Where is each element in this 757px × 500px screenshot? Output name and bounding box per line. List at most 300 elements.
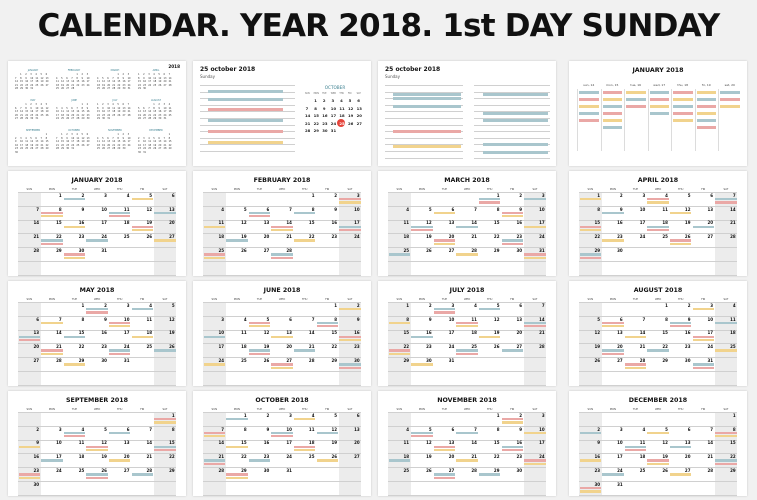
day-number[interactable]: 19 bbox=[263, 344, 270, 350]
event-bar[interactable] bbox=[339, 336, 360, 338]
day-number[interactable]: 8 bbox=[496, 206, 500, 212]
day-number[interactable]: 21 bbox=[56, 344, 62, 350]
mini-day[interactable]: 11 bbox=[339, 105, 345, 111]
day-number[interactable]: 23 bbox=[78, 234, 85, 240]
day-number[interactable]: 15 bbox=[403, 330, 410, 336]
event-bar[interactable] bbox=[673, 105, 693, 108]
day-number[interactable]: 1 bbox=[406, 302, 410, 308]
day-number[interactable]: 3 bbox=[619, 426, 623, 432]
event-bar[interactable] bbox=[204, 435, 225, 437]
event-bar[interactable] bbox=[132, 198, 153, 200]
day-number[interactable]: 25 bbox=[639, 468, 646, 473]
event-bar[interactable] bbox=[715, 349, 736, 351]
event-bar[interactable] bbox=[41, 322, 62, 324]
day-number[interactable]: 27 bbox=[169, 234, 175, 240]
event-bar[interactable] bbox=[109, 432, 130, 434]
day-number[interactable]: 13 bbox=[516, 316, 523, 322]
day-number[interactable]: 11 bbox=[78, 440, 85, 446]
day-number[interactable]: 2 bbox=[428, 302, 432, 308]
event-bar[interactable] bbox=[294, 212, 315, 214]
day-number[interactable]: 10 bbox=[617, 440, 623, 446]
day-number[interactable]: 29 bbox=[78, 358, 85, 363]
day-number[interactable]: 29 bbox=[56, 248, 62, 253]
day-number[interactable]: 11 bbox=[662, 206, 668, 212]
event-bar[interactable] bbox=[389, 253, 410, 255]
day-number[interactable]: 20 bbox=[707, 220, 714, 226]
day-number[interactable]: 1 bbox=[58, 192, 62, 198]
day-number[interactable]: 26 bbox=[493, 344, 500, 350]
day-number[interactable]: 7 bbox=[732, 192, 736, 198]
day-number[interactable]: 15 bbox=[730, 440, 736, 446]
day-number[interactable]: 15 bbox=[331, 330, 338, 336]
day-number[interactable]: 6 bbox=[36, 316, 40, 322]
month-card[interactable] bbox=[378, 391, 556, 496]
day-number[interactable]: 27 bbox=[684, 468, 691, 473]
event-bar[interactable] bbox=[434, 449, 455, 451]
event-bar[interactable] bbox=[64, 435, 85, 437]
day-number[interactable]: 24 bbox=[286, 454, 292, 460]
day-number[interactable]: 30 bbox=[78, 248, 85, 253]
day-number[interactable]: 6 bbox=[451, 426, 455, 432]
event-bar[interactable] bbox=[271, 367, 292, 369]
event-bar[interactable] bbox=[64, 226, 85, 228]
event-bar[interactable] bbox=[86, 308, 107, 310]
day-number[interactable]: 25 bbox=[403, 248, 410, 253]
month-card[interactable] bbox=[378, 281, 556, 386]
day-number[interactable]: 28 bbox=[308, 358, 315, 363]
day-number[interactable]: 24 bbox=[448, 344, 455, 350]
event-bar[interactable] bbox=[673, 119, 693, 122]
day-number[interactable]: 10 bbox=[286, 426, 292, 432]
day-number[interactable]: 4 bbox=[149, 302, 153, 308]
event-bar[interactable] bbox=[109, 212, 130, 214]
day-number[interactable]: 25 bbox=[308, 454, 315, 460]
day-number[interactable]: 1 bbox=[81, 302, 85, 308]
day-number[interactable]: 12 bbox=[684, 206, 691, 212]
day-number[interactable]: 7 bbox=[642, 316, 646, 322]
event-bar[interactable] bbox=[86, 239, 107, 241]
day-number[interactable]: 21 bbox=[146, 454, 153, 460]
day-number[interactable]: 12 bbox=[426, 440, 432, 446]
day-number[interactable]: 22 bbox=[331, 344, 338, 350]
day-number[interactable]: 5 bbox=[428, 426, 432, 432]
day-number[interactable]: 21 bbox=[707, 454, 714, 460]
day-number[interactable]: 7 bbox=[474, 426, 477, 432]
day-number[interactable]: 13 bbox=[448, 440, 455, 446]
day-number[interactable]: 30 bbox=[594, 481, 601, 487]
day-number[interactable]: 14 bbox=[218, 440, 225, 446]
day-number[interactable]: 22 bbox=[730, 454, 736, 460]
event-bar[interactable] bbox=[389, 349, 410, 351]
day-number[interactable]: 9 bbox=[81, 206, 85, 212]
day-number[interactable]: 6 bbox=[356, 412, 360, 418]
day-number[interactable]: 20 bbox=[617, 344, 623, 350]
day-number[interactable]: 25 bbox=[662, 234, 668, 240]
event-bar[interactable] bbox=[86, 449, 107, 451]
event-bar[interactable] bbox=[579, 112, 599, 115]
event-bar[interactable] bbox=[204, 253, 225, 255]
day-number[interactable]: 14 bbox=[639, 330, 646, 336]
event-bar[interactable] bbox=[603, 105, 623, 108]
day-number[interactable]: 16 bbox=[516, 220, 523, 226]
event-bar[interactable] bbox=[393, 145, 461, 148]
event-bar[interactable] bbox=[271, 435, 292, 437]
day-number[interactable]: 30 bbox=[684, 358, 691, 363]
event-bar[interactable] bbox=[86, 446, 107, 448]
day-number[interactable]: 4 bbox=[311, 412, 315, 418]
mini-day[interactable]: 12 bbox=[348, 105, 354, 111]
event-bar[interactable] bbox=[41, 239, 62, 241]
mini-day[interactable]: 20 bbox=[356, 113, 362, 119]
day-number[interactable]: 2 bbox=[519, 412, 523, 418]
day-number[interactable]: 21 bbox=[308, 344, 315, 350]
month-card[interactable] bbox=[378, 171, 556, 276]
day-number[interactable]: 29 bbox=[331, 358, 338, 363]
day-number[interactable]: 5 bbox=[171, 302, 175, 308]
day-number[interactable]: 3 bbox=[221, 316, 225, 322]
day-number[interactable]: 10 bbox=[218, 330, 225, 336]
day-number[interactable]: 16 bbox=[426, 330, 432, 336]
event-bar[interactable] bbox=[294, 239, 315, 241]
event-bar[interactable] bbox=[483, 151, 548, 154]
day-number[interactable]: 5 bbox=[149, 192, 153, 198]
day-number[interactable]: 7 bbox=[710, 426, 714, 432]
day-number[interactable]: 19 bbox=[241, 234, 247, 240]
day-number[interactable]: 16 bbox=[617, 220, 623, 226]
day-number[interactable]: 8 bbox=[334, 316, 338, 322]
event-bar[interactable] bbox=[456, 353, 477, 355]
day-number[interactable]: 11 bbox=[308, 426, 315, 432]
mini-day[interactable]: 6 bbox=[357, 98, 360, 103]
event-bar[interactable] bbox=[389, 322, 410, 324]
day-number[interactable]: 7 bbox=[311, 316, 315, 322]
day-number[interactable]: 13 bbox=[263, 220, 270, 226]
mini-day[interactable]: 24 bbox=[330, 120, 337, 126]
event-bar[interactable] bbox=[502, 449, 523, 451]
day-number[interactable]: 7 bbox=[36, 206, 40, 212]
event-bar[interactable] bbox=[697, 119, 717, 122]
event-bar[interactable] bbox=[339, 226, 360, 228]
mini-day[interactable]: 4 bbox=[340, 98, 343, 103]
day-number[interactable]: 22 bbox=[493, 234, 500, 240]
day-number[interactable]: 5 bbox=[243, 206, 247, 212]
event-bar[interactable] bbox=[625, 446, 646, 448]
day-number[interactable]: 31 bbox=[286, 468, 292, 473]
day-number[interactable]: 16 bbox=[516, 440, 523, 446]
mini-day[interactable]: 19 bbox=[348, 113, 354, 119]
event-bar[interactable] bbox=[602, 322, 623, 324]
day-number[interactable]: 7 bbox=[289, 206, 292, 212]
day-number[interactable]: 14 bbox=[146, 440, 153, 446]
event-bar[interactable] bbox=[109, 325, 130, 327]
day-number[interactable]: 29 bbox=[594, 248, 601, 253]
event-bar[interactable] bbox=[670, 322, 691, 324]
day-number[interactable]: 17 bbox=[707, 330, 714, 336]
event-bar[interactable] bbox=[208, 90, 283, 93]
day-number[interactable]: 31 bbox=[448, 358, 455, 363]
day-number[interactable]: 12 bbox=[331, 426, 338, 432]
event-bar[interactable] bbox=[625, 363, 646, 365]
day-number[interactable]: 26 bbox=[241, 248, 247, 253]
day-number[interactable]: 30 bbox=[516, 468, 523, 473]
day-number[interactable]: 11 bbox=[241, 330, 247, 336]
day-number[interactable]: 19 bbox=[331, 440, 338, 446]
event-bar[interactable] bbox=[626, 91, 646, 94]
day-number[interactable]: 18 bbox=[218, 234, 225, 240]
event-bar[interactable] bbox=[271, 253, 292, 255]
day-number[interactable]: 16 bbox=[594, 454, 601, 460]
event-bar[interactable] bbox=[204, 257, 225, 259]
day-number[interactable]: 3 bbox=[710, 302, 714, 308]
day-number[interactable]: 10 bbox=[639, 206, 646, 212]
day-number[interactable]: 18 bbox=[730, 330, 736, 336]
event-bar[interactable] bbox=[456, 253, 477, 255]
event-bar[interactable] bbox=[650, 98, 670, 101]
event-bar[interactable] bbox=[697, 126, 717, 129]
event-bar[interactable] bbox=[132, 229, 153, 231]
day-number[interactable]: 18 bbox=[403, 454, 410, 460]
month-card[interactable] bbox=[193, 171, 371, 276]
event-bar[interactable] bbox=[479, 198, 500, 200]
day-number[interactable]: 26 bbox=[594, 358, 601, 363]
day-number[interactable]: 3 bbox=[451, 302, 455, 308]
event-bar[interactable] bbox=[249, 353, 270, 355]
event-bar[interactable] bbox=[339, 339, 360, 341]
event-bar[interactable] bbox=[720, 98, 740, 101]
day-number[interactable]: 10 bbox=[56, 440, 62, 446]
event-bar[interactable] bbox=[271, 432, 292, 434]
event-bar[interactable] bbox=[580, 459, 601, 461]
day-number[interactable]: 21 bbox=[730, 220, 736, 226]
event-bar[interactable] bbox=[602, 349, 623, 351]
day-number[interactable]: 18 bbox=[471, 330, 477, 336]
day-number[interactable]: 1 bbox=[597, 192, 601, 198]
event-bar[interactable] bbox=[647, 459, 668, 461]
day-number[interactable]: 21 bbox=[218, 454, 225, 460]
day-number[interactable]: 27 bbox=[448, 248, 455, 253]
day-number[interactable]: 14 bbox=[308, 330, 315, 336]
day-number[interactable]: 9 bbox=[519, 426, 523, 432]
month-card[interactable] bbox=[8, 391, 186, 496]
mini-day[interactable]: 21 bbox=[305, 120, 311, 126]
day-number[interactable]: 4 bbox=[81, 426, 85, 432]
event-bar[interactable] bbox=[434, 212, 455, 214]
day-number[interactable]: 20 bbox=[448, 234, 455, 240]
day-number[interactable]: 26 bbox=[146, 234, 153, 240]
event-bar[interactable] bbox=[271, 229, 292, 231]
month-card[interactable] bbox=[569, 281, 747, 386]
event-bar[interactable] bbox=[271, 363, 292, 365]
day-number[interactable]: 4 bbox=[732, 302, 736, 308]
event-bar[interactable] bbox=[339, 229, 360, 231]
day-number[interactable]: 2 bbox=[356, 302, 360, 308]
day-number[interactable]: 4 bbox=[221, 206, 225, 212]
day-number[interactable]: 30 bbox=[263, 468, 270, 473]
day-number[interactable]: 12 bbox=[146, 206, 153, 212]
day-number[interactable]: 13 bbox=[354, 426, 360, 432]
day-number[interactable]: 31 bbox=[617, 481, 623, 487]
event-bar[interactable] bbox=[603, 119, 623, 122]
event-bar[interactable] bbox=[154, 239, 175, 241]
day-number[interactable]: 17 bbox=[539, 220, 545, 226]
day-number[interactable]: 18 bbox=[639, 454, 646, 460]
event-bar[interactable] bbox=[647, 229, 668, 231]
event-bar[interactable] bbox=[154, 212, 175, 214]
event-bar[interactable] bbox=[670, 243, 691, 245]
event-bar[interactable] bbox=[647, 198, 668, 200]
event-bar[interactable] bbox=[208, 141, 283, 144]
day-number[interactable]: 25 bbox=[403, 468, 410, 473]
event-bar[interactable] bbox=[602, 353, 623, 355]
day-number[interactable]: 24 bbox=[707, 344, 714, 350]
day-number[interactable]: 6 bbox=[710, 192, 714, 198]
day-number[interactable]: 9 bbox=[687, 316, 691, 322]
day-number[interactable]: 4 bbox=[126, 192, 130, 198]
day-number[interactable]: 13 bbox=[448, 220, 455, 226]
day-number[interactable]: 1 bbox=[243, 412, 247, 418]
event-bar[interactable] bbox=[86, 473, 107, 475]
event-bar[interactable] bbox=[64, 336, 85, 338]
day-number[interactable]: 27 bbox=[516, 344, 523, 350]
day-number[interactable]: 12 bbox=[493, 316, 500, 322]
day-number[interactable]: 14 bbox=[471, 220, 477, 226]
mini-day[interactable]: 15 bbox=[313, 113, 319, 119]
day-view-card-2[interactable] bbox=[378, 61, 556, 166]
day-number[interactable]: 15 bbox=[308, 220, 315, 226]
day-number[interactable]: 14 bbox=[56, 330, 62, 336]
day-number[interactable]: 25 bbox=[241, 358, 247, 363]
event-bar[interactable] bbox=[670, 473, 691, 475]
day-number[interactable]: 27 bbox=[286, 358, 292, 363]
event-bar[interactable] bbox=[693, 339, 714, 341]
day-number[interactable]: 31 bbox=[539, 248, 545, 253]
event-bar[interactable] bbox=[625, 449, 646, 451]
day-number[interactable]: 26 bbox=[684, 234, 691, 240]
mini-day[interactable]: 30 bbox=[322, 128, 328, 134]
day-number[interactable]: 19 bbox=[493, 330, 500, 336]
day-number[interactable]: 1 bbox=[665, 302, 668, 308]
month-card[interactable] bbox=[193, 281, 371, 386]
week-view-card[interactable] bbox=[569, 61, 747, 166]
day-number[interactable]: 4 bbox=[474, 302, 477, 308]
event-bar[interactable] bbox=[208, 98, 283, 101]
event-bar[interactable] bbox=[132, 473, 153, 475]
mini-day[interactable]: 31 bbox=[330, 128, 337, 134]
mini-day[interactable]: 29 bbox=[313, 128, 319, 134]
mini-day[interactable]: 7 bbox=[305, 105, 309, 111]
day-number[interactable]: 15 bbox=[662, 330, 668, 336]
day-number[interactable]: 23 bbox=[354, 344, 360, 350]
event-bar[interactable] bbox=[226, 239, 247, 241]
event-bar[interactable] bbox=[204, 459, 225, 461]
event-bar[interactable] bbox=[411, 226, 432, 228]
day-number[interactable]: 15 bbox=[169, 440, 175, 446]
event-bar[interactable] bbox=[204, 363, 225, 365]
day-number[interactable]: 5 bbox=[334, 412, 338, 418]
day-number[interactable]: 6 bbox=[171, 192, 175, 198]
event-bar[interactable] bbox=[249, 349, 270, 351]
event-bar[interactable] bbox=[715, 201, 736, 203]
day-number[interactable]: 4 bbox=[665, 192, 668, 198]
mini-day[interactable]: 9 bbox=[322, 105, 326, 111]
day-number[interactable]: 28 bbox=[707, 468, 714, 473]
event-bar[interactable] bbox=[479, 473, 500, 475]
day-number[interactable]: 3 bbox=[104, 192, 107, 198]
day-number[interactable]: 9 bbox=[428, 316, 432, 322]
day-number[interactable]: 17 bbox=[286, 440, 292, 446]
day-number[interactable]: 23 bbox=[101, 344, 107, 350]
event-bar[interactable] bbox=[109, 353, 130, 355]
day-number[interactable]: 22 bbox=[78, 344, 85, 350]
event-bar[interactable] bbox=[109, 215, 130, 217]
day-number[interactable]: 12 bbox=[426, 220, 432, 226]
event-bar[interactable] bbox=[693, 308, 714, 310]
day-number[interactable]: 20 bbox=[263, 234, 270, 240]
day-number[interactable]: 28 bbox=[639, 358, 646, 363]
day-number[interactable]: 24 bbox=[354, 234, 360, 240]
day-number[interactable]: 26 bbox=[426, 248, 432, 253]
event-bar[interactable] bbox=[602, 473, 623, 475]
event-bar[interactable] bbox=[294, 349, 315, 351]
event-bar[interactable] bbox=[434, 239, 455, 241]
event-bar[interactable] bbox=[317, 432, 338, 434]
day-number[interactable]: 3 bbox=[356, 192, 360, 198]
event-bar[interactable] bbox=[271, 257, 292, 259]
event-bar[interactable] bbox=[524, 463, 545, 465]
day-number[interactable]: 20 bbox=[123, 454, 130, 460]
day-number[interactable]: 12 bbox=[101, 440, 107, 446]
mini-day[interactable]: 23 bbox=[322, 120, 328, 126]
day-number[interactable]: 20 bbox=[354, 440, 360, 446]
event-bar[interactable] bbox=[524, 198, 545, 200]
day-number[interactable]: 4 bbox=[642, 426, 646, 432]
day-number[interactable]: 14 bbox=[33, 220, 40, 226]
day-number[interactable]: 3 bbox=[541, 192, 545, 198]
day-number[interactable]: 27 bbox=[617, 358, 623, 363]
mini-day[interactable]: 16 bbox=[322, 113, 328, 119]
event-bar[interactable] bbox=[697, 105, 717, 108]
day-number[interactable]: 28 bbox=[730, 234, 736, 240]
day-number[interactable]: 31 bbox=[123, 358, 130, 363]
day-number[interactable]: 11 bbox=[730, 316, 736, 322]
mini-day[interactable]: 10 bbox=[330, 105, 337, 111]
event-bar[interactable] bbox=[226, 418, 247, 420]
day-number[interactable]: 28 bbox=[471, 468, 477, 473]
day-number[interactable]: 29 bbox=[169, 468, 175, 473]
day-number[interactable]: 23 bbox=[516, 454, 523, 460]
day-number[interactable]: 25 bbox=[218, 248, 225, 253]
event-bar[interactable] bbox=[602, 239, 623, 241]
event-bar[interactable] bbox=[317, 459, 338, 461]
day-number[interactable]: 2 bbox=[619, 192, 623, 198]
day-number[interactable]: 30 bbox=[101, 358, 107, 363]
day-number[interactable]: 16 bbox=[101, 330, 107, 336]
event-bar[interactable] bbox=[249, 322, 270, 324]
event-bar[interactable] bbox=[64, 432, 85, 434]
day-number[interactable]: 2 bbox=[266, 412, 270, 418]
day-number[interactable]: 29 bbox=[241, 468, 247, 473]
day-number[interactable]: 19 bbox=[684, 220, 691, 226]
day-number[interactable]: 24 bbox=[56, 468, 62, 473]
event-bar[interactable] bbox=[249, 212, 270, 214]
day-number[interactable]: 9 bbox=[266, 426, 270, 432]
event-bar[interactable] bbox=[715, 459, 736, 461]
day-number[interactable]: 8 bbox=[665, 316, 668, 322]
day-number[interactable]: 22 bbox=[662, 344, 668, 350]
day-number[interactable]: 13 bbox=[33, 330, 40, 336]
day-number[interactable]: 9 bbox=[356, 316, 360, 322]
event-bar[interactable] bbox=[271, 336, 292, 338]
